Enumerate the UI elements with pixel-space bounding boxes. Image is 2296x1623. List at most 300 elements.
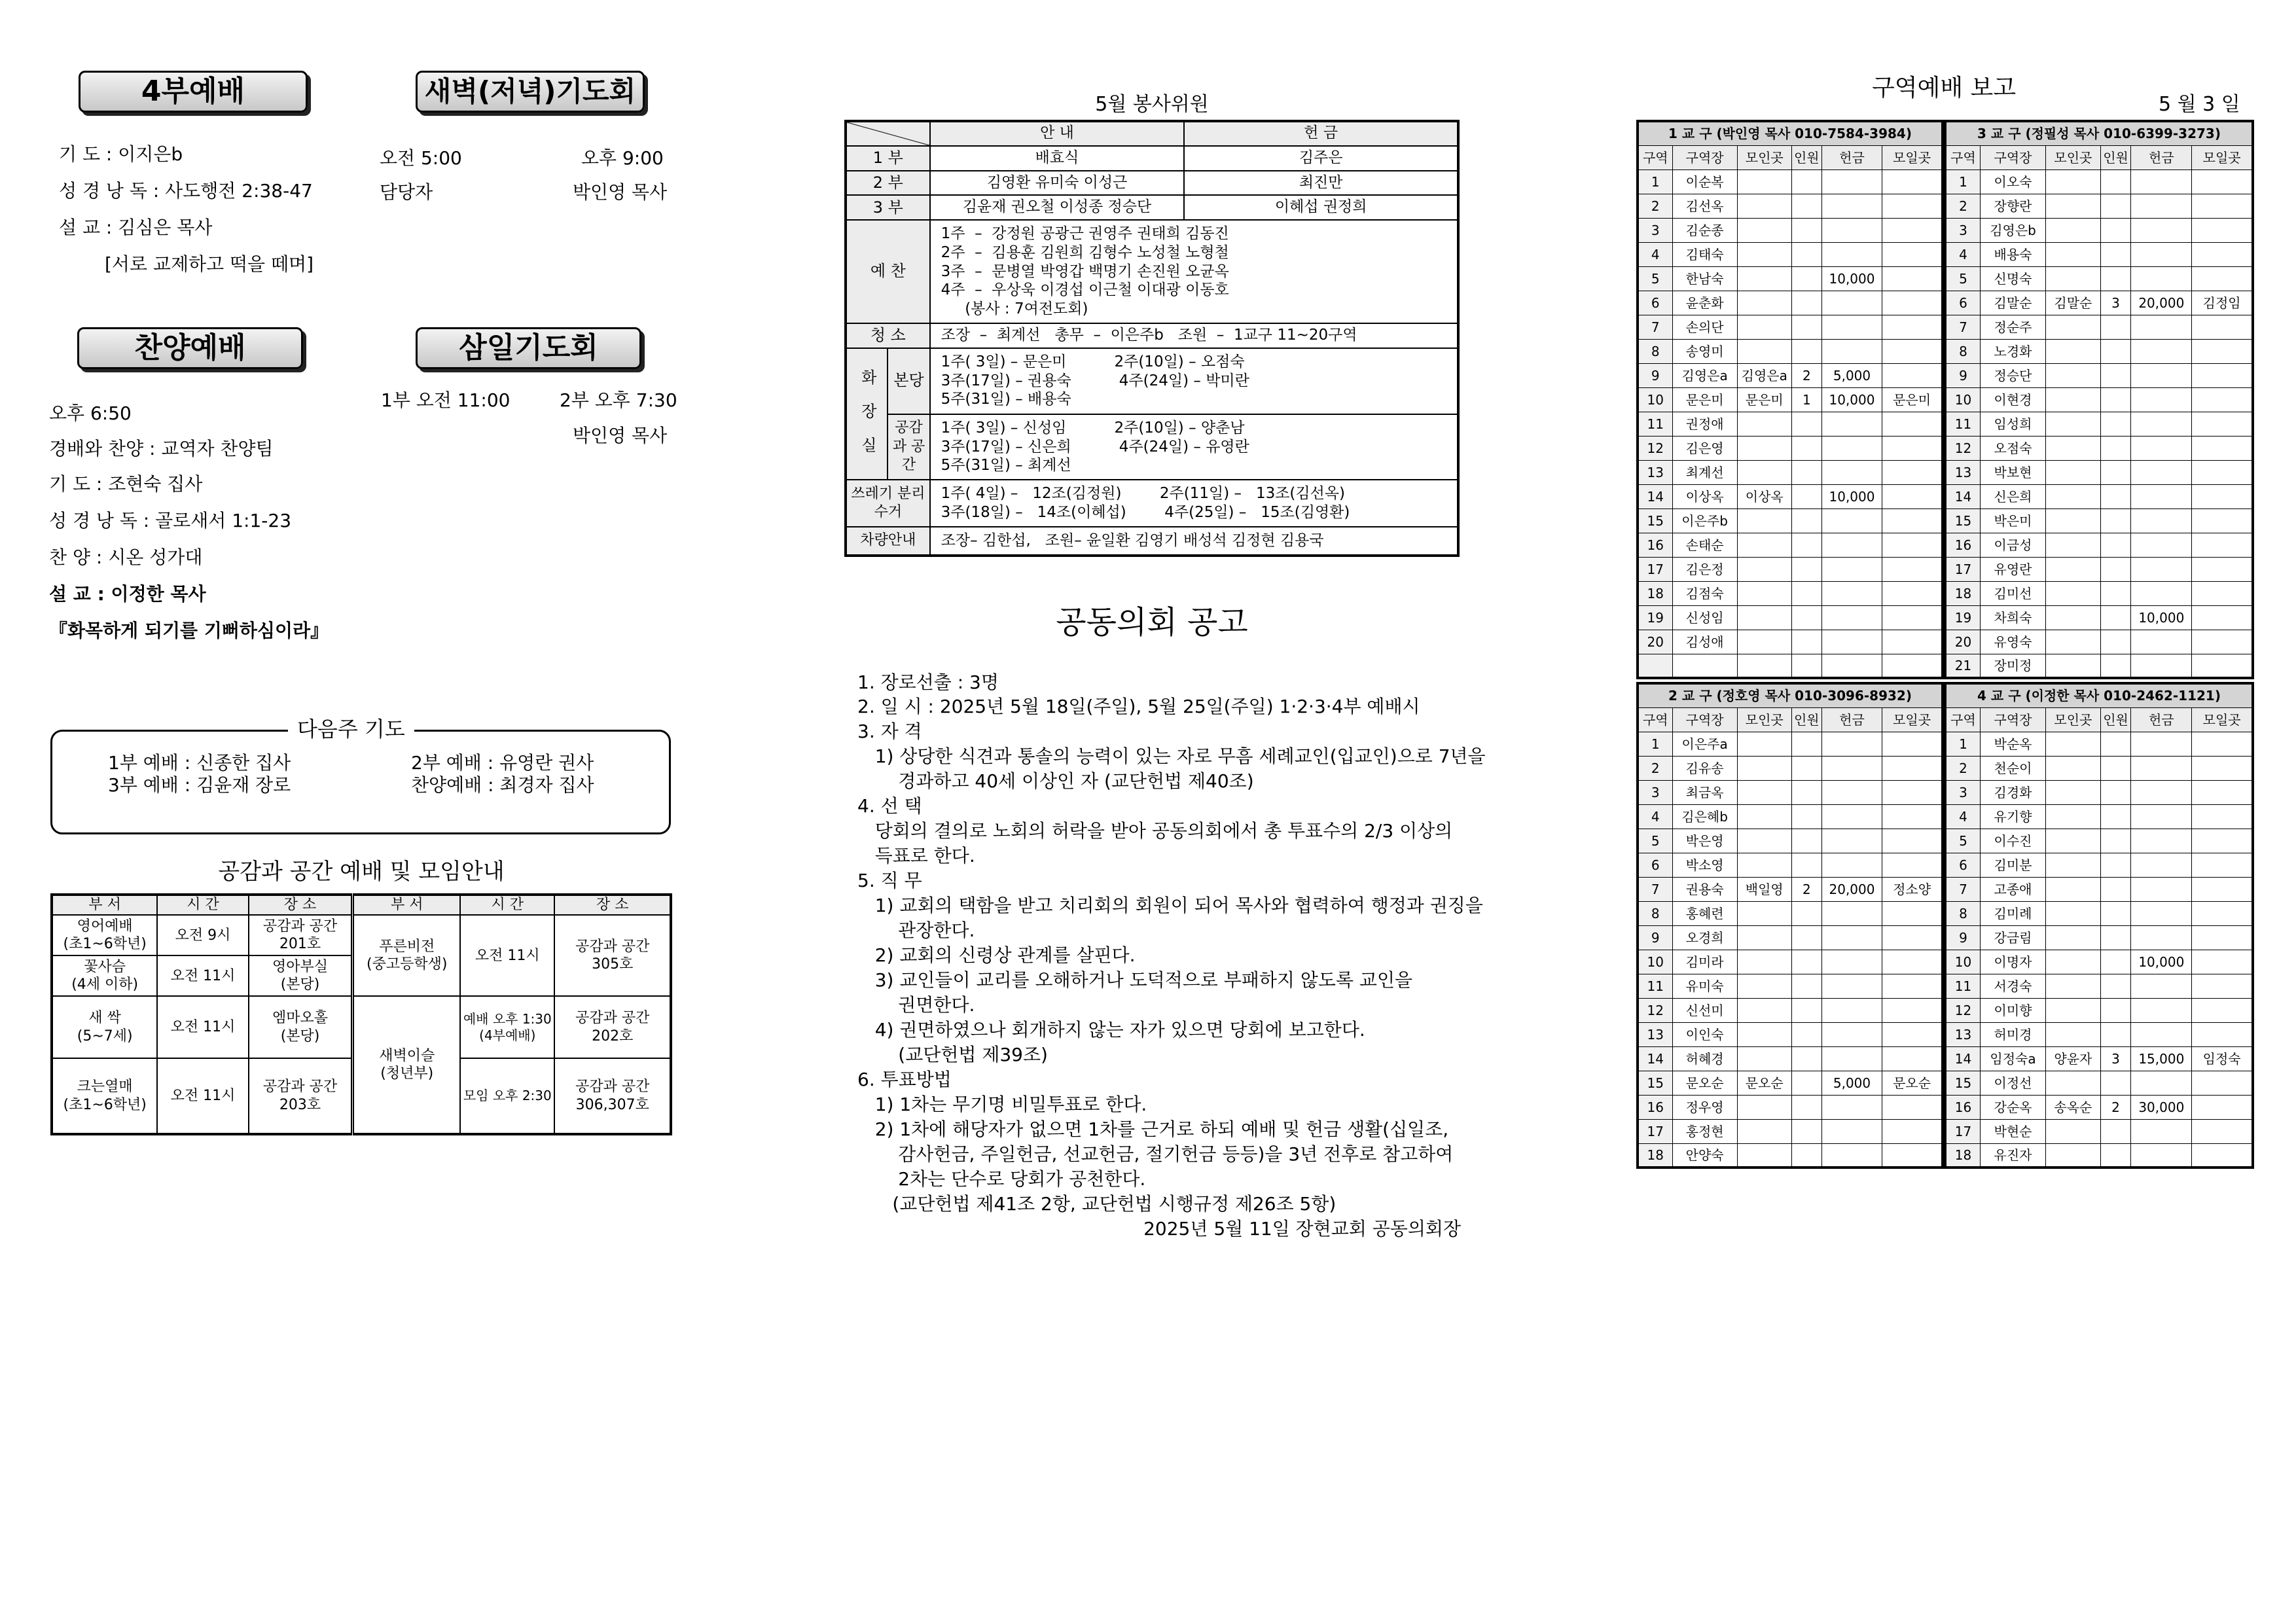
wed-pastor: 박인영 목사 <box>573 425 668 446</box>
notice-line: 1) 1차는 무기명 비밀투표로 한다. <box>857 1094 1147 1115</box>
district-cell <box>1882 605 1943 630</box>
district-cell <box>1882 291 1943 315</box>
nextgen-place: 영아부실 (본당) <box>249 955 353 996</box>
district-row <box>1945 829 2253 853</box>
district-cell: 문은미 <box>1672 387 1737 412</box>
district-cell: 허미경 <box>1981 1022 2046 1046</box>
district-cell <box>2131 387 2192 412</box>
district-cell <box>2100 1143 2131 1168</box>
district-cell <box>1882 339 1943 363</box>
notice-line: (교단헌법 제41조 2항, 교단헌법 시행규정 제26조 5항) <box>857 1193 1336 1215</box>
notice-line: 당회의 결의로 노회의 허락을 받아 공동의회에서 총 투표수의 2/3 이상의 <box>857 820 1453 842</box>
notice-line: 5. 직 무 <box>857 870 922 891</box>
district-cell <box>1791 1095 1821 1119</box>
district-cell <box>1821 508 1882 533</box>
district-cell <box>2131 315 2192 339</box>
district-cell <box>2131 508 2192 533</box>
district-cell <box>2100 974 2131 998</box>
service4-line: 성 경 낭 독 : 사도행전 2:38-47 <box>59 180 313 202</box>
district-col-header: 구역장 <box>1981 707 2046 732</box>
district-cell <box>1791 925 1821 950</box>
district-cell <box>2192 412 2253 436</box>
nextgen-header: 시 간 <box>460 895 554 915</box>
district-row <box>1945 460 2253 484</box>
dawn-pm: 오후 9:00 <box>581 147 664 169</box>
district-cell <box>2046 484 2101 508</box>
restroom-space-line: 5주(31일) – 최계선 <box>941 457 1071 474</box>
district-cell: 20 <box>1638 630 1672 654</box>
district-cell <box>1737 804 1791 829</box>
district-cell: 이수진 <box>1981 829 2046 853</box>
district-cell: 1 <box>1791 387 1821 412</box>
district-row <box>1638 533 1943 557</box>
district-cell: 11 <box>1945 974 1981 998</box>
district-col-header: 모일곳 <box>2192 707 2253 732</box>
district-row <box>1945 436 2253 460</box>
district-col-header: 모일곳 <box>1882 145 1943 169</box>
notice-line: 권면한다. <box>857 994 975 1016</box>
district-cell <box>1737 1022 1791 1046</box>
district-cell: 천순이 <box>1981 756 2046 780</box>
district-cell: 임정숙 <box>2192 1046 2253 1071</box>
part-label: 2 부 <box>846 171 930 196</box>
district-cell: 2 <box>1638 194 1672 218</box>
district-cell <box>1882 829 1943 853</box>
praise-line: 성 경 낭 독 : 골로새서 1:1-23 <box>49 510 292 531</box>
district-row <box>1945 387 2253 412</box>
district-cell <box>2046 1119 2101 1143</box>
district-row <box>1638 387 1943 412</box>
district-row <box>1945 877 2253 901</box>
district-row <box>1638 877 1943 901</box>
district-table-3 <box>1944 120 2254 679</box>
district-cell <box>2046 508 2101 533</box>
district-cell <box>1882 508 1943 533</box>
district-cell <box>2100 169 2131 194</box>
district-cell: 홍혜련 <box>1672 901 1737 925</box>
district-row <box>1638 950 1943 974</box>
district-cell <box>2046 654 2101 678</box>
district-cell <box>1882 242 1943 266</box>
district-cell: 이상옥 <box>1737 484 1791 508</box>
district-cell <box>1791 218 1821 242</box>
trash-line: 1주( 4일) – 12조(김정원) 2주(11일) – 13조(김선옥) <box>941 485 1346 503</box>
restroom-space-line: 1주( 3일) – 신성임 2주(10일) – 양춘남 <box>941 419 1245 437</box>
district-cell: 9 <box>1638 363 1672 387</box>
district-cell <box>2100 484 2131 508</box>
district-cell: 김영은a <box>1672 363 1737 387</box>
district-col-header: 인원 <box>2100 707 2131 732</box>
nextgen-dept: 새 싹 (5~7세) <box>52 996 157 1058</box>
district-col-header: 구역장 <box>1981 145 2046 169</box>
district-row <box>1945 732 2253 756</box>
district-cell: 1 <box>1945 732 1981 756</box>
district-cell: 6 <box>1638 291 1672 315</box>
district-cell <box>2100 194 2131 218</box>
district-cell: 4 <box>1945 804 1981 829</box>
district-row <box>1945 1095 2253 1119</box>
district-row <box>1638 1143 1943 1168</box>
district-cell: 김점숙 <box>1672 581 1737 605</box>
district-cell <box>2131 436 2192 460</box>
district-cell: 문은미 <box>1737 387 1791 412</box>
district-cell <box>1737 654 1791 678</box>
district-cell <box>1791 266 1821 291</box>
district-row <box>1638 804 1943 829</box>
district-cell <box>1821 756 1882 780</box>
district-cell <box>2100 242 2131 266</box>
district-row <box>1945 169 2253 194</box>
district-cell: 신은희 <box>1981 484 2046 508</box>
district-cell <box>2046 780 2101 804</box>
district-cell: 4 <box>1638 804 1672 829</box>
clean-text: 조장 – 최계선 총무 – 이은주b 조원 – 1교구 11~20구역 <box>930 323 1458 348</box>
district-cell: 정순주 <box>1981 315 2046 339</box>
next-prayer-title: 다음주 기도 <box>288 716 414 743</box>
district-cell <box>2046 998 2101 1022</box>
district-cell: 양윤자 <box>2046 1046 2101 1071</box>
district-cell: 장향란 <box>1981 194 2046 218</box>
district-cell <box>1737 242 1791 266</box>
district-cell <box>2046 1022 2101 1046</box>
district-cell: 5 <box>1945 829 1981 853</box>
notice-line: 감사헌금, 주일헌금, 선교헌금, 절기헌금 등등)을 3년 전후로 참고하여 <box>857 1143 1454 1165</box>
district-cell <box>1882 925 1943 950</box>
district-cell: 손태순 <box>1672 533 1737 557</box>
district-cell <box>1821 194 1882 218</box>
next-prayer-item: 3부 예배 : 김윤재 장로 <box>108 774 291 796</box>
district-cell <box>2192 581 2253 605</box>
district-cell: 임정숙a <box>1981 1046 2046 1071</box>
district-row <box>1638 756 1943 780</box>
district-cell <box>1882 169 1943 194</box>
part-label: 1 부 <box>846 146 930 171</box>
notice-line: 6. 투표방법 <box>857 1069 952 1090</box>
district-cell <box>2131 581 2192 605</box>
district-cell <box>1821 1022 1882 1046</box>
district-cell <box>2046 877 2101 901</box>
district-row <box>1945 363 2253 387</box>
district-row <box>1638 169 1943 194</box>
district-cell <box>2131 484 2192 508</box>
district-cell <box>2131 829 2192 853</box>
district-cell <box>2100 508 2131 533</box>
district-cell <box>2192 804 2253 829</box>
district-cell: 3 <box>2100 1046 2131 1071</box>
district-cell <box>2046 412 2101 436</box>
district-cell: 6 <box>1638 853 1672 877</box>
district-cell <box>1791 630 1821 654</box>
district-cell <box>1791 732 1821 756</box>
district-cell: 18 <box>1638 581 1672 605</box>
district-cell <box>1882 266 1943 291</box>
district-cell: 이상옥 <box>1672 484 1737 508</box>
district-cell: 8 <box>1638 901 1672 925</box>
district-cell <box>1737 1095 1791 1119</box>
car-text: 조장– 김한섭, 조원– 윤일환 김영기 배성석 김정현 김용국 <box>930 527 1458 556</box>
district-cell <box>1821 925 1882 950</box>
district-cell <box>1791 756 1821 780</box>
district-row <box>1945 557 2253 581</box>
part-offer: 이혜섭 권정희 <box>1184 195 1458 220</box>
district-cell <box>1737 732 1791 756</box>
district-cell <box>2131 194 2192 218</box>
district-col-header: 헌금 <box>1821 707 1882 732</box>
district-cell: 유영란 <box>1981 557 2046 581</box>
district-cell: 1 <box>1945 169 1981 194</box>
district-cell <box>1791 291 1821 315</box>
district-row <box>1638 630 1943 654</box>
district-cell: 김미선 <box>1981 581 2046 605</box>
district-cell <box>2046 974 2101 998</box>
district-col-header: 구역 <box>1945 707 1981 732</box>
notice-title: 공동의회 공고 <box>1056 604 1248 641</box>
district-cell <box>1821 950 1882 974</box>
district-cell <box>2100 412 2131 436</box>
district-cell <box>2131 804 2192 829</box>
district-cell <box>1882 901 1943 925</box>
district-cell <box>2192 950 2253 974</box>
district-cell <box>1882 1095 1943 1119</box>
district-cell: 허혜경 <box>1672 1046 1737 1071</box>
district-cell: 2 <box>1945 194 1981 218</box>
district-cell: 1 <box>1638 169 1672 194</box>
district-title: 4 교 구 (이정한 목사 010-2462-1121) <box>1945 683 2253 707</box>
district-cell <box>1791 998 1821 1022</box>
district-cell <box>1737 829 1791 853</box>
district-cell <box>1821 654 1882 678</box>
district-cell <box>1791 436 1821 460</box>
district-cell <box>1791 901 1821 925</box>
district-row <box>1638 194 1943 218</box>
district-cell: 강순옥 <box>1981 1095 2046 1119</box>
notice-line: 2. 일 시 : 2025년 5월 18일(주일), 5월 25일(주일) 1·2·3·4부 예배시 <box>857 696 1420 717</box>
district-cell: 7 <box>1945 877 1981 901</box>
district-title: 2 교 구 (정호영 목사 010-3096-8932) <box>1638 683 1943 707</box>
district-row <box>1638 1071 1943 1095</box>
district-cell: 10,000 <box>2131 605 2192 630</box>
district-cell <box>1821 630 1882 654</box>
district-cell: 3 <box>1945 780 1981 804</box>
district-cell <box>1821 315 1882 339</box>
district-cell: 이금성 <box>1981 533 2046 557</box>
district-col-header: 구역장 <box>1672 707 1737 732</box>
district-row <box>1638 412 1943 436</box>
district-row <box>1945 1046 2253 1071</box>
district-cell <box>1737 1119 1791 1143</box>
district-cell <box>2046 533 2101 557</box>
district-cell: 15 <box>1638 508 1672 533</box>
choir-line: 2주 – 김용훈 김원희 김형수 노성철 노형철 <box>941 243 1229 261</box>
district-cell: 17 <box>1945 1119 1981 1143</box>
district-cell <box>2100 315 2131 339</box>
nextgen-header: 장 소 <box>249 895 353 915</box>
district-cell <box>2046 605 2101 630</box>
district-cell <box>2131 557 2192 581</box>
choir-line: 1주 – 강정원 공광근 권영주 권태희 김동진 <box>941 225 1229 243</box>
district-cell: 9 <box>1945 363 1981 387</box>
district-cell <box>1821 242 1882 266</box>
district-cell <box>1882 804 1943 829</box>
district-cell: 3 <box>1638 780 1672 804</box>
district-row <box>1945 242 2253 266</box>
wed-title: 삼일기도회 <box>416 327 641 369</box>
district-cell: 20 <box>1945 630 1981 654</box>
report-date: 5 월 3 일 <box>2159 93 2240 116</box>
next-prayer-item: 1부 예배 : 신종한 집사 <box>108 752 291 774</box>
district-cell: 송영미 <box>1672 339 1737 363</box>
district-table-4 <box>1944 682 2254 1169</box>
district-cell: 최금옥 <box>1672 780 1737 804</box>
district-cell <box>2131 998 2192 1022</box>
nextgen-time: 오전 11시 <box>460 915 554 996</box>
district-cell <box>1882 436 1943 460</box>
district-cell <box>1882 412 1943 436</box>
district-col-header: 구역장 <box>1672 145 1737 169</box>
district-row <box>1945 901 2253 925</box>
district-cell: 고종애 <box>1981 877 2046 901</box>
district-cell <box>1791 1022 1821 1046</box>
district-table-1 <box>1636 120 1944 679</box>
district-cell <box>1821 218 1882 242</box>
notice-line: 2차는 단수로 당회가 공천한다. <box>857 1168 1146 1190</box>
notice-line: 1. 장로선출 : 3명 <box>857 671 999 693</box>
notice-line: 1) 교회의 택함을 받고 치리회의 회원이 되어 목사와 협력하여 행정과 권징을 <box>857 895 1483 916</box>
district-row <box>1945 339 2253 363</box>
district-row <box>1638 1119 1943 1143</box>
volunteers-title: 5월 봉사위원 <box>1095 93 1209 116</box>
district-cell: 김말순 <box>1981 291 2046 315</box>
nextgen-time: 오전 9시 <box>157 915 248 955</box>
district-cell <box>2192 363 2253 387</box>
district-cell <box>2192 732 2253 756</box>
district-cell <box>2131 630 2192 654</box>
district-cell <box>2046 460 2101 484</box>
district-cell <box>2131 218 2192 242</box>
district-row <box>1945 1143 2253 1168</box>
district-cell: 15,000 <box>2131 1046 2192 1071</box>
district-cell: 김태숙 <box>1672 242 1737 266</box>
car-label: 차량안내 <box>846 527 930 556</box>
district-cell: 10,000 <box>1821 266 1882 291</box>
praise-line: 찬 양 : 시온 성가대 <box>49 546 203 568</box>
district-cell: 이오숙 <box>1981 169 2046 194</box>
district-cell <box>2100 363 2131 387</box>
district-cell <box>1821 1143 1882 1168</box>
district-row <box>1945 654 2253 678</box>
district-cell <box>2192 756 2253 780</box>
district-row <box>1945 630 2253 654</box>
district-cell <box>2100 387 2131 412</box>
nextgen-time: 모임 오후 2:30 <box>460 1058 554 1134</box>
nextgen-dept: 꽃사슴 (4세 이하) <box>52 955 157 996</box>
district-cell <box>1791 557 1821 581</box>
district-cell: 이은주a <box>1672 732 1737 756</box>
district-cell <box>1821 804 1882 829</box>
district-cell: 유진자 <box>1981 1143 2046 1168</box>
restroom-main-line: 5주(31일) – 배용숙 <box>941 391 1071 408</box>
district-cell <box>2131 901 2192 925</box>
district-cell: 10 <box>1945 950 1981 974</box>
district-cell: 신성임 <box>1672 605 1737 630</box>
district-cell: 권정애 <box>1672 412 1737 436</box>
district-cell <box>2100 925 2131 950</box>
district-cell <box>2046 581 2101 605</box>
district-col-header: 헌금 <box>2131 145 2192 169</box>
district-cell: 김말순 <box>2046 291 2101 315</box>
district-row <box>1638 654 1943 678</box>
district-row <box>1945 605 2253 630</box>
district-col-header: 인원 <box>1791 145 1821 169</box>
restroom-space-label: 공감과 공간 <box>888 414 929 480</box>
district-cell <box>1821 460 1882 484</box>
district-col-header: 모인곳 <box>1737 145 1791 169</box>
district-row <box>1638 581 1943 605</box>
district-row <box>1638 1022 1943 1046</box>
district-row <box>1638 780 1943 804</box>
district-cell <box>1821 998 1882 1022</box>
district-cell <box>2100 950 2131 974</box>
district-cell <box>1737 950 1791 974</box>
district-cell <box>2131 339 2192 363</box>
trash-label: 쓰레기 분리수거 <box>846 480 930 526</box>
district-col-header: 모인곳 <box>2046 145 2101 169</box>
choir-line: 3주 – 문병열 박영갑 백명기 손진원 오균옥 <box>941 262 1229 280</box>
district-cell <box>2100 804 2131 829</box>
district-row <box>1638 557 1943 581</box>
district-cell <box>1791 1143 1821 1168</box>
district-row <box>1638 315 1943 339</box>
district-row <box>1945 1119 2253 1143</box>
district-cell <box>1791 853 1821 877</box>
district-cell <box>1821 412 1882 436</box>
volunteers-head-guide: 안 내 <box>930 121 1185 146</box>
district-cell: 김선옥 <box>1672 194 1737 218</box>
district-cell <box>1882 1119 1943 1143</box>
district-cell <box>2046 756 2101 780</box>
district-cell <box>1737 605 1791 630</box>
district-cell: 12 <box>1638 436 1672 460</box>
district-cell <box>1882 194 1943 218</box>
district-cell <box>2192 315 2253 339</box>
report-title: 구역예배 보고 <box>1872 75 2017 101</box>
district-cell <box>1737 756 1791 780</box>
district-cell: 17 <box>1638 1119 1672 1143</box>
district-cell <box>2192 508 2253 533</box>
district-cell <box>1882 1046 1943 1071</box>
district-cell: 14 <box>1945 1046 1981 1071</box>
district-cell <box>2131 412 2192 436</box>
district-cell: 장미정 <box>1981 654 2046 678</box>
district-cell <box>2131 654 2192 678</box>
district-cell <box>2046 925 2101 950</box>
district-title: 1 교 구 (박인영 목사 010-7584-3984) <box>1638 121 1943 145</box>
part-label: 3 부 <box>846 195 930 220</box>
dawn-am: 오전 5:00 <box>380 147 462 169</box>
district-cell: 유기향 <box>1981 804 2046 829</box>
district-row <box>1945 533 2253 557</box>
district-cell: 6 <box>1945 853 1981 877</box>
district-cell: 정승단 <box>1981 363 2046 387</box>
district-cell: 김은혜b <box>1672 804 1737 829</box>
district-cell <box>1791 1046 1821 1071</box>
district-cell: 홍정현 <box>1672 1119 1737 1143</box>
district-cell: 이명자 <box>1981 950 2046 974</box>
district-cell <box>1821 291 1882 315</box>
district-cell: 1 <box>1638 732 1672 756</box>
district-cell <box>1791 605 1821 630</box>
district-cell: 이정선 <box>1981 1071 2046 1095</box>
